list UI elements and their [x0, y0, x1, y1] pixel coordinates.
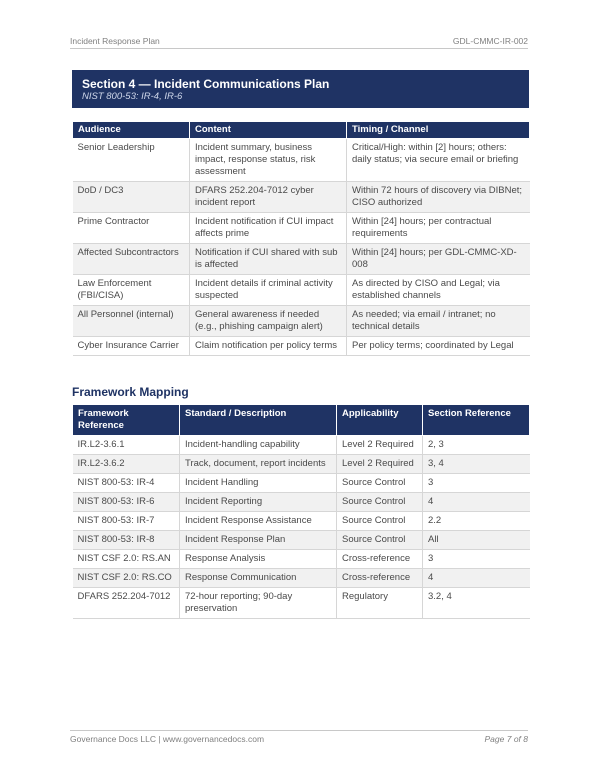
column-header: Framework Reference	[73, 405, 180, 436]
table-cell: Track, document, report incidents	[180, 455, 337, 474]
section-title: Section 4 — Incident Communications Plan	[82, 77, 330, 91]
table-cell: Within [24] hours; per GDL-CMMC-XD-008	[347, 244, 530, 275]
table-row	[73, 569, 530, 588]
table-cell: As directed by CISO and Legal; via established channels	[347, 275, 530, 306]
table-cell: Notification if CUI shared with sub is affected	[190, 244, 347, 275]
table-row	[73, 436, 530, 455]
column-header: Timing / Channel	[347, 122, 530, 139]
table-cell: Per policy terms; coordinated by Legal	[347, 337, 530, 356]
table-cell: Response Communication	[180, 569, 337, 588]
table-cell: Senior Leadership	[73, 139, 190, 182]
table-cell: Prime Contractor	[73, 213, 190, 244]
table-cell: Source Control	[337, 493, 423, 512]
table-row	[73, 306, 530, 337]
table-cell: IR.L2-3.6.2	[73, 455, 180, 474]
table-cell: NIST CSF 2.0: RS.AN	[73, 550, 180, 569]
table-cell: All Personnel (internal)	[73, 306, 190, 337]
table-cell: As needed; via email / intranet; no technical details	[347, 306, 530, 337]
table-row	[73, 337, 530, 356]
table-cell: Incident-handling capability	[180, 436, 337, 455]
table-cell: Law Enforcement (FBI/CISA)	[73, 275, 190, 306]
table-cell: NIST 800-53: IR-7	[73, 512, 180, 531]
table-row	[73, 588, 530, 619]
header-doc-title: Incident Response Plan	[70, 36, 160, 46]
table-cell: NIST 800-53: IR-6	[73, 493, 180, 512]
table-cell: Source Control	[337, 474, 423, 493]
table-cell: Incident Reporting	[180, 493, 337, 512]
column-header: Section Reference	[423, 405, 530, 436]
table-row	[73, 531, 530, 550]
table-cell: Response Analysis	[180, 550, 337, 569]
table-cell: NIST 800-53: IR-8	[73, 531, 180, 550]
table-row	[73, 550, 530, 569]
table-cell: Affected Subcontractors	[73, 244, 190, 275]
table-row	[73, 139, 530, 182]
table-cell: 2.2	[423, 512, 530, 531]
footer-company: Governance Docs LLC | www.governancedocs.com	[70, 734, 265, 744]
communications-table	[72, 121, 530, 356]
table-cell: 4	[423, 569, 530, 588]
table-cell: Level 2 Required	[337, 436, 423, 455]
table-cell: 2, 3	[423, 436, 530, 455]
table-cell: Claim notification per policy terms	[190, 337, 347, 356]
table-cell: Within [24] hours; per contractual requirements	[347, 213, 530, 244]
table-row	[73, 455, 530, 474]
table-cell: All	[423, 531, 530, 550]
table-cell: Incident summary, business impact, response status, risk assessment	[190, 139, 347, 182]
table-cell: 3	[423, 474, 530, 493]
table-cell: Incident Response Assistance	[180, 512, 337, 531]
table-cell: 72-hour reporting; 90-day preservation	[180, 588, 337, 619]
column-header: Content	[190, 122, 347, 139]
table-cell: NIST CSF 2.0: RS.CO	[73, 569, 180, 588]
section-subtitle: NIST 800-53: IR-4, IR-6	[82, 91, 183, 102]
table-cell: IR.L2-3.6.1	[73, 436, 180, 455]
column-header: Applicability	[337, 405, 423, 436]
table-cell: Level 2 Required	[337, 455, 423, 474]
table-cell: Within 72 hours of discovery via DIBNet; CISO authorized	[347, 182, 530, 213]
framework-mapping-heading: Framework Mapping	[72, 385, 189, 399]
table-cell: Cross-reference	[337, 569, 423, 588]
table-cell: NIST 800-53: IR-4	[73, 474, 180, 493]
table-cell: Incident Handling	[180, 474, 337, 493]
page-header	[70, 34, 528, 49]
table-cell: DFARS 252.204-7012	[73, 588, 180, 619]
table-cell: General awareness if needed (e.g., phishing campaign alert)	[190, 306, 347, 337]
table-cell: Incident Response Plan	[180, 531, 337, 550]
table-cell: Incident details if criminal activity suspected	[190, 275, 347, 306]
table-cell: 3	[423, 550, 530, 569]
page-footer	[70, 730, 528, 745]
header-doc-id: GDL-CMMC-IR-002	[452, 36, 528, 46]
section-banner	[72, 70, 529, 108]
table-cell: Cyber Insurance Carrier	[73, 337, 190, 356]
table-cell: Cross-reference	[337, 550, 423, 569]
table-cell: DFARS 252.204-7012 cyber incident report	[190, 182, 347, 213]
table-cell: Regulatory	[337, 588, 423, 619]
table-cell: Critical/High: within [2] hours; others: daily status; via secure email or briefing	[347, 139, 530, 182]
table-cell: Source Control	[337, 531, 423, 550]
table-row	[73, 474, 530, 493]
table-cell: 4	[423, 493, 530, 512]
table-row	[73, 244, 530, 275]
column-header: Audience	[73, 122, 190, 139]
table-cell: Incident notification if CUI impact affects prime	[190, 213, 347, 244]
table-row	[73, 493, 530, 512]
table-row	[73, 275, 530, 306]
column-header: Standard / Description	[180, 405, 337, 436]
framework-mapping-table	[72, 404, 530, 619]
table-row	[73, 512, 530, 531]
table-cell: 3, 4	[423, 455, 530, 474]
footer-page-number: Page 7 of 8	[484, 734, 528, 744]
table-row	[73, 182, 530, 213]
table-cell: Source Control	[337, 512, 423, 531]
table-cell: DoD / DC3	[73, 182, 190, 213]
table-row	[73, 213, 530, 244]
table-cell: 3.2, 4	[423, 588, 530, 619]
